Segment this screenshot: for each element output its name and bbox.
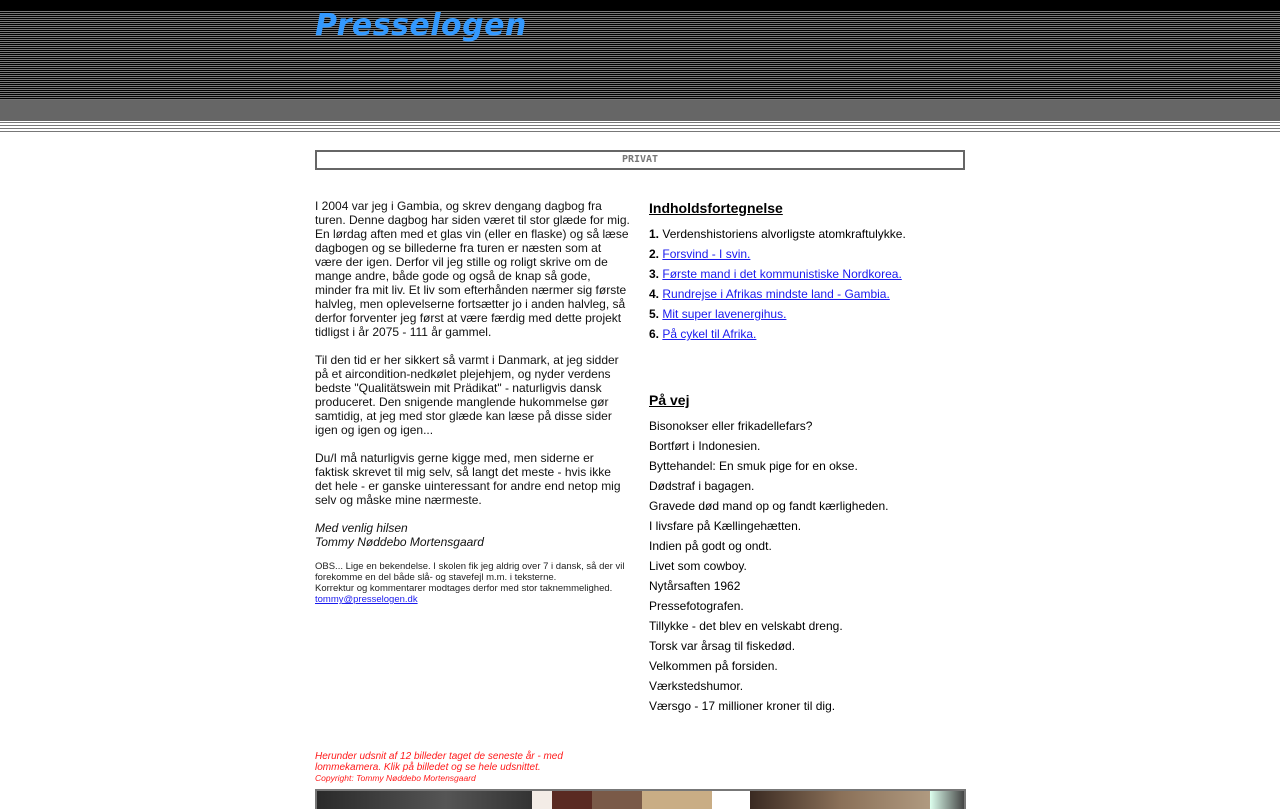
- toc-item-label: Verdenshistoriens alvorligste atomkraftulykke.: [662, 227, 906, 241]
- caption-text: Herunder udsnit af 12 billeder taget de seneste år - med lommekamera. Klik på billedet og se hele udsnittet.: [315, 751, 563, 773]
- pavej-title: På vej: [649, 392, 690, 408]
- intro-paragraph: I 2004 var jeg i Gambia, og skrev dengang dagbog fra turen. Denne dagbog har siden været til stor glæde for mig. En lørdag aften med et glas vin (eller en flaske) og så læse dagbogen og se billederne fra turen er næsten som at være der igen. Derfor vil jeg stille og roligt skrive om de mange andre, både gode og også de knap så gode, minder fra mit liv. Et liv som efterhånden nærmer sig første halvleg, men oplevelserne fortsætter jo i anden halvleg, så derfor forventer jeg først at være færdig med dette projekt tidligst i år 2075 - 111 år gammel.: [315, 199, 630, 339]
- greeting: Med venlig hilsen: [315, 521, 408, 535]
- pavej-item: Livet som cowboy.: [649, 559, 747, 573]
- toc-item[interactable]: [649, 307, 969, 327]
- pavej-item: Indien på godt og ondt.: [649, 539, 772, 553]
- site-logo[interactable]: Presselogen: [315, 8, 527, 43]
- header-banner: [0, 10, 1280, 100]
- pavej-item: Bisonokser eller frikadellefars?: [649, 419, 813, 433]
- header-divider: [0, 121, 1280, 132]
- toc-item[interactable]: [649, 287, 969, 307]
- pavej-item: Tillykke - det blev en velskabt dreng.: [649, 619, 843, 633]
- pavej-item: Byttehandel: En smuk pige for en okse.: [649, 459, 858, 473]
- pavej-item: Velkommen på forsiden.: [649, 659, 778, 673]
- toc-item-number: 1.: [649, 227, 660, 241]
- photo-thumbnail[interactable]: [532, 791, 750, 809]
- toc-link[interactable]: Mit super lavenergihus.: [662, 307, 787, 321]
- disclaimer: [315, 561, 630, 605]
- pavej-item: Bortført i Indonesien.: [649, 439, 761, 453]
- toc-item-number: 5.: [649, 307, 660, 321]
- coming-soon-list: [649, 391, 888, 719]
- toc-item[interactable]: [649, 267, 969, 287]
- toc-item-number: 2.: [649, 247, 660, 261]
- section-banner-privat: PRIVAT: [315, 150, 965, 170]
- photo-caption: [315, 751, 575, 784]
- photo-thumbnail[interactable]: [930, 791, 964, 809]
- photo-thumbnail[interactable]: [317, 791, 532, 809]
- toc-link[interactable]: Forsvind - I svin.: [662, 247, 751, 261]
- toc-item[interactable]: [649, 327, 969, 347]
- pavej-item: Værsgo - 17 millioner kroner til dig.: [649, 699, 836, 713]
- pavej-item: Dødstraf i bagagen.: [649, 479, 755, 493]
- intro-paragraph: Til den tid er her sikkert så varmt i Danmark, at jeg sidder på et aircondition-nedkølet plejehjem, og nyder verdens bedste "Qualitätswein mit Prädikat" - naturligvis dansk produceret. Den snigende manglende hukommelse gør samtidig, at jeg med stor glæde kan læse på disse sider igen og igen og igen...: [315, 353, 619, 437]
- pavej-item: Gravede død mand op og fandt kærligheden.: [649, 499, 889, 513]
- pavej-item: Torsk var årsag til fiskedød.: [649, 639, 796, 653]
- toc-link[interactable]: Rundrejse i Afrikas mindste land - Gambia.: [662, 287, 890, 301]
- pavej-item: Nytårsaften 1962: [649, 579, 741, 593]
- intro-paragraph: Du/I må naturligvis gerne kigge med, men siderne er faktisk skrevet til mig selv, så langt det meste - hvis ikke det hele - er ganske uinteressant for andre end netop mig selv og måske mine nærmeste.: [315, 451, 621, 507]
- disclaimer-text: OBS... Lige en bekendelse. I skolen fik jeg aldrig over 7 i dansk, så der vil forekomme en del både slå- og stavefejl m.m. i teksterne.: [315, 561, 625, 583]
- copyright-text: Copyright: Tommy Nøddebo Mortensgaard: [315, 773, 476, 783]
- pavej-item: Værkstedshumor.: [649, 679, 744, 693]
- signature-block: [315, 521, 630, 549]
- pavej-item: Pressefotografen.: [649, 599, 744, 613]
- header-top-bar: [0, 0, 1280, 10]
- signature: Tommy Nøddebo Mortensgaard: [315, 535, 484, 549]
- header-gray-band: [0, 100, 1280, 121]
- toc-item: [649, 227, 969, 247]
- photo-strip[interactable]: [315, 789, 966, 809]
- table-of-contents: [649, 199, 969, 347]
- toc-item[interactable]: [649, 247, 969, 267]
- intro-text: [315, 199, 630, 605]
- toc-title: Indholdsfortegnelse: [649, 200, 783, 216]
- disclaimer-text: Korrektur og kommentarer modtages derfor med stor taknemmelighed.: [315, 583, 613, 594]
- photo-thumbnail[interactable]: [750, 791, 930, 809]
- toc-item-number: 3.: [649, 267, 660, 281]
- toc-link[interactable]: Første mand i det kommunistiske Nordkorea.: [662, 267, 902, 281]
- toc-item-number: 4.: [649, 287, 660, 301]
- toc-item-number: 6.: [649, 327, 660, 341]
- email-link[interactable]: tommy@presselogen.dk: [315, 594, 418, 605]
- pavej-item: I livsfare på Kællingehætten.: [649, 519, 802, 533]
- toc-link[interactable]: På cykel til Afrika.: [662, 327, 757, 341]
